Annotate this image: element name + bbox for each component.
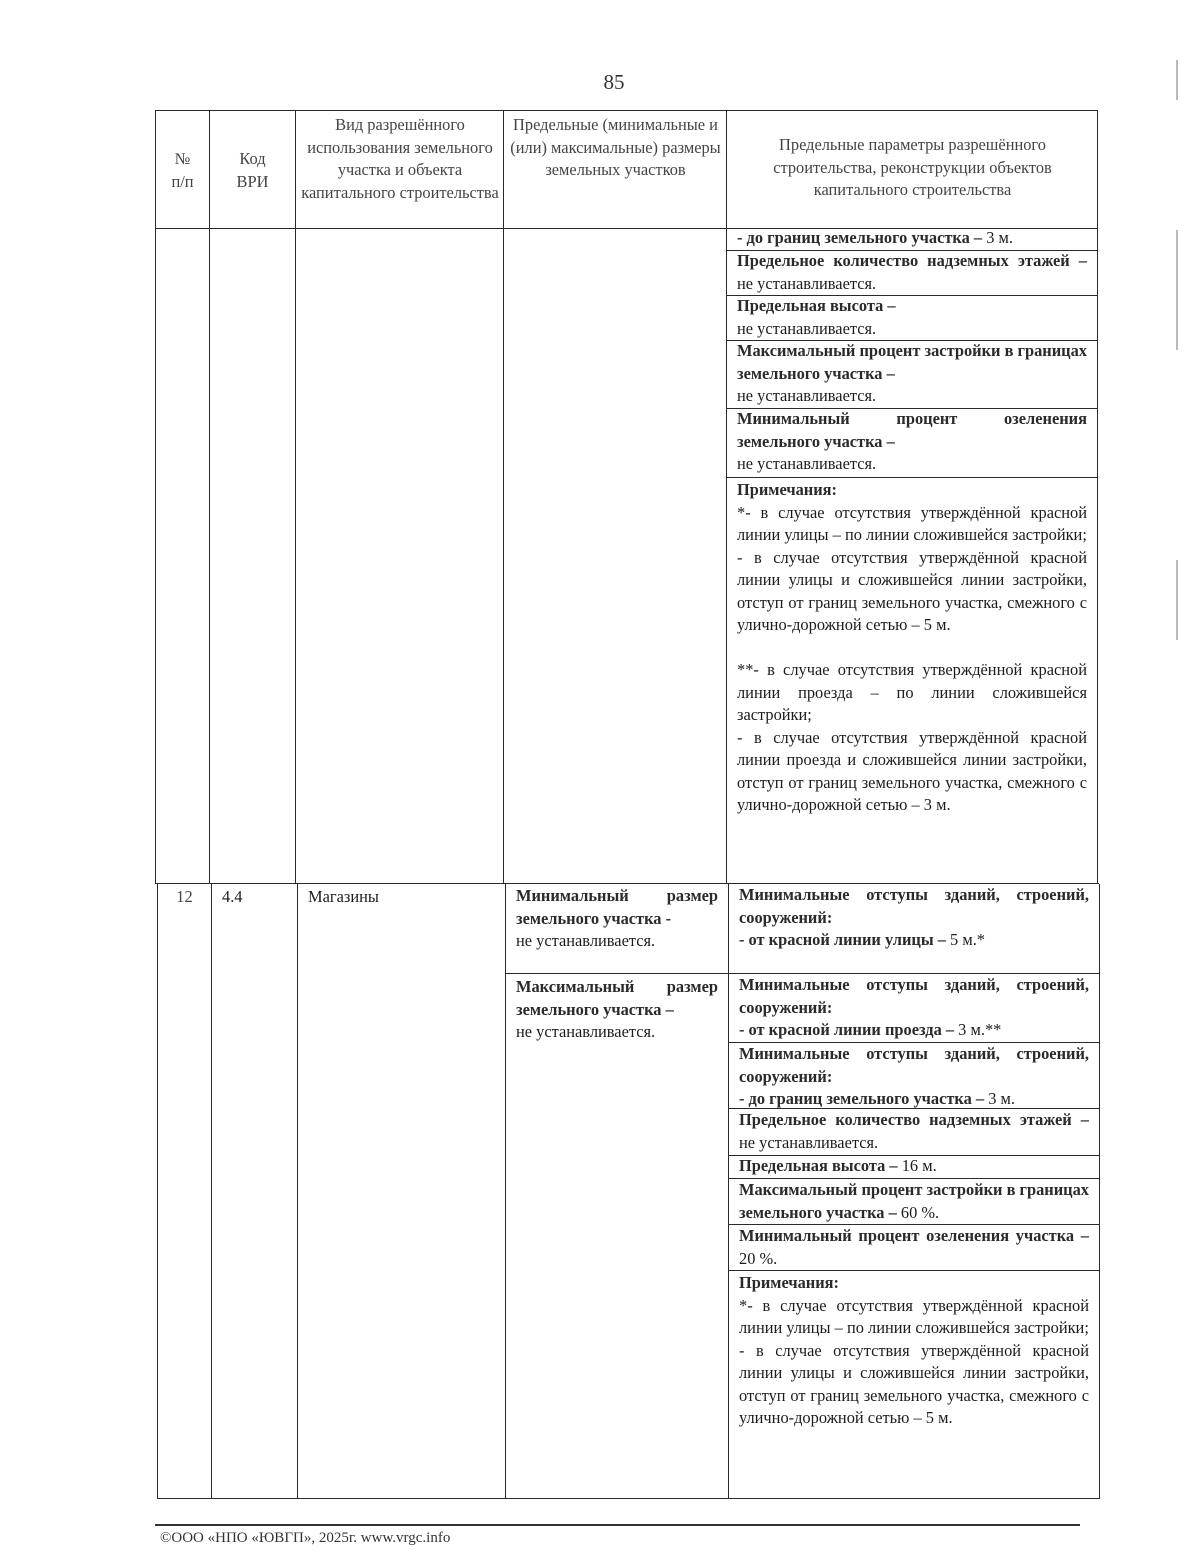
prev-note-4: - в случае отсутствия утверждённой красной линии проезда и сложившейся линии застройки, отступ от границ земельного участка, смежного с улично-дорожной сетью – 3 м. — [737, 727, 1087, 814]
row12-floors: Предельное количество надземных этажей – не устанавливается. — [739, 1110, 1089, 1152]
row12-note-1: *- в случае отсутствия утверждённой красной линии улицы – по линии сложившейся застройки; — [739, 1295, 1089, 1337]
prev-note-3: **- в случае отсутствия утверждённой красной линии проезда – по линии сложившейся застройки; — [737, 660, 1087, 724]
row12-max-size: Максимальный размер земельного участка – не устанавливается. — [516, 977, 718, 1041]
row12-setback-street: Минимальные отступы зданий, строений, сооружений: - от красной линии улицы – 5 м.* — [739, 885, 1089, 949]
prev-note-2: - в случае отсутствия утверждённой красной линии улицы и сложившейся линии застройки, отступ от границ земельного участка, смежного с улично-дорожной сетью – 5 м. — [737, 547, 1087, 634]
footer-divider — [155, 1524, 1080, 1526]
row12-notes: Примечания: *- в случае отсутствия утверждённой красной линии улицы – по линии сложившейся застройки; - в случае отсутствия утверждённой красной линии улицы и сложившейся линии застройки, отступ от границ земельного участка, смежного с улично-дорожной сетью – 5 м. — [729, 1272, 1099, 1430]
footer-copyright: ©ООО «НПО «ЮВГП», 2025г. www.vrgc.info — [160, 1530, 451, 1546]
header-plot-sizes: Предельные (минимальные и (или) максимальные) размеры земельных участков — [510, 115, 721, 179]
header-params: Предельные параметры разрешённого строительства, реконструкции объектов капитального строительства — [773, 135, 1052, 199]
row12-code: 4.4 — [222, 887, 243, 906]
header-code: Код ВРИ — [236, 149, 269, 191]
row12-use-type: Магазины — [308, 887, 379, 906]
row12-note-2: - в случае отсутствия утверждённой красной линии улицы и сложившейся линии застройки, отступ от границ земельного участка, смежного с улично-дорожной сетью – 5 м. — [739, 1340, 1089, 1427]
header-number: № п/п — [171, 149, 194, 191]
row12-min-size: Минимальный размер земельного участка - не устанавливается. — [516, 886, 718, 950]
row12-number: 12 — [176, 887, 193, 906]
page-number: 85 — [603, 70, 625, 94]
prev-notes: Примечания: *- в случае отсутствия утверждённой красной линии улицы – по линии сложившейся застройки; - в случае отсутствия утверждённой красной линии улицы и сложившейся линии застройки, отступ от границ земельного участка, смежного с улично-дорожной сетью – 5 м. **- в случае отсутствия утверждённой красной линии проезда – по линии сложившейся застройки; - в случае отсутствия утверждённой красной линии проезда и сложившейся линии застройки, отступ от границ земельного участка, смежного с улично-дорожной сетью – 3 м. — [727, 479, 1097, 817]
scan-margin-mark — [1176, 560, 1178, 640]
row12-max-coverage: Максимальный процент застройки в границах земельного участка – 60 %. — [739, 1180, 1089, 1222]
row12-setback-passage: Минимальные отступы зданий, строений, сооружений: - от красной линии проезда – 3 м.** — [739, 975, 1089, 1039]
prev-min-green: Минимальный процент озеленения земельного участка – не устанавливается. — [737, 409, 1087, 473]
row12-setback-border: Минимальные отступы зданий, строений, сооружений: - до границ земельного участка – 3 м. — [739, 1044, 1089, 1108]
prev-floors: Предельное количество надземных этажей – не устанавливается. — [737, 251, 1087, 293]
scan-margin-mark — [1176, 230, 1178, 350]
row12-height: Предельная высота – 16 м. — [739, 1156, 937, 1175]
row12-min-green: Минимальный процент озеленения участка – 20 %. — [739, 1226, 1089, 1268]
header-use-type: Вид разрешённого использования земельного участка и объекта капитального строительства — [301, 115, 499, 202]
prev-height: Предельная высота – не устанавливается. — [737, 296, 896, 338]
prev-setback-border: - до границ земельного участка – 3 м. — [737, 228, 1013, 247]
prev-max-coverage: Максимальный процент застройки в границах земельного участка – не устанавливается. — [737, 341, 1087, 405]
prev-note-1: *- в случае отсутствия утверждённой красной линии улицы – по линии сложившейся застройки; — [737, 502, 1087, 544]
scan-margin-mark — [1176, 60, 1178, 100]
